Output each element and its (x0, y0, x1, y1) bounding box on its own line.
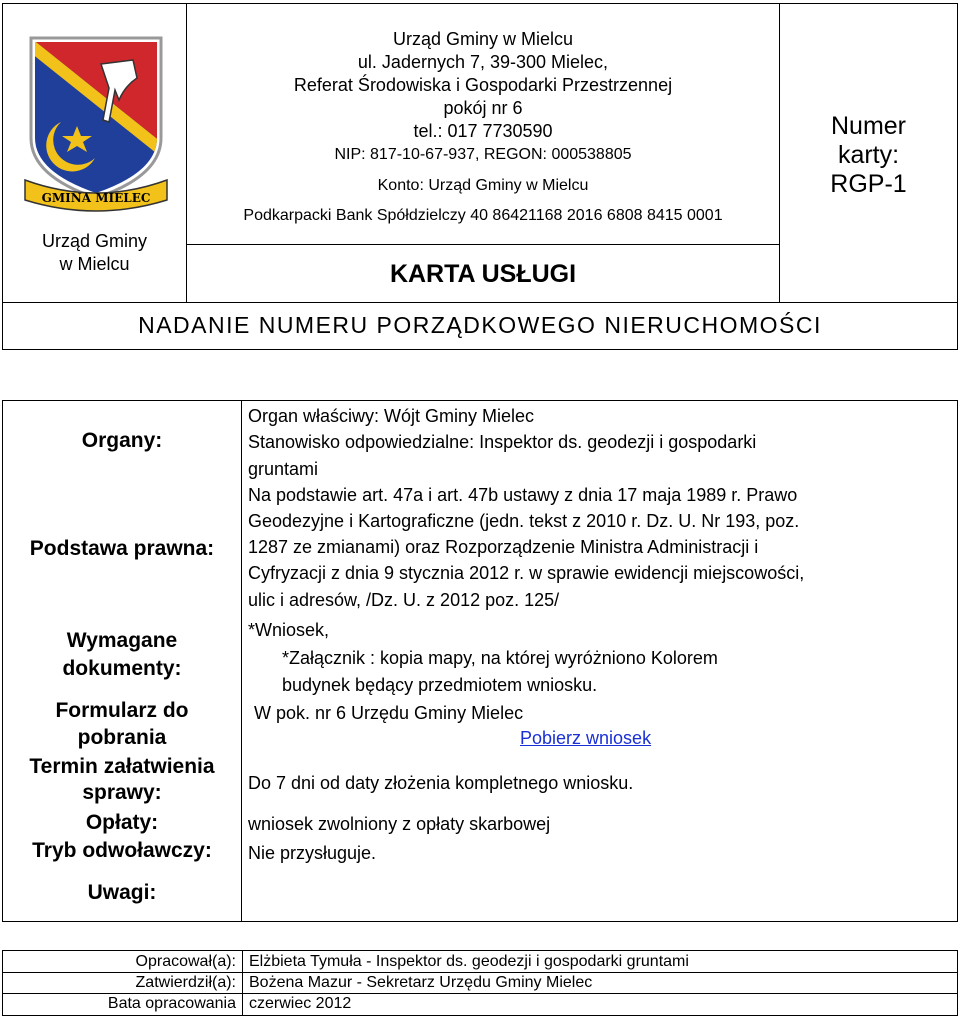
logo-caption-line1: Urząd Gminy (41, 231, 148, 251)
divider (187, 244, 779, 245)
wymagane-line: budynek będący przedmiotem wniosku. (282, 675, 598, 695)
label-termin-1: Termin załatwienia (29, 755, 215, 778)
card-number-value: RGP-1 (830, 170, 907, 198)
card-number-cell (779, 3, 958, 303)
labels-column (2, 400, 242, 922)
wymagane-line: *Załącznik : kopia mapy, na której wyróżniono Kolorem (282, 648, 718, 668)
label-wymagane-2: dokumenty: (62, 657, 182, 680)
address-cell (186, 3, 780, 303)
termin-text: Do 7 dni od daty złożenia kompletnego wniosku. (248, 773, 634, 793)
label-formularz-2: pobrania (77, 726, 167, 749)
address-line: ul. Jadernych 7, 39-300 Mielec, (357, 52, 609, 72)
address-line: Urząd Gminy w Mielcu (392, 29, 574, 49)
address-line: Referat Środowiska i Gospodarki Przestrzennej (293, 75, 673, 95)
address-line: tel.: 017 7730590 (413, 121, 553, 141)
logo-caption (3, 230, 186, 276)
wymagane-line: *Wniosek, (248, 620, 330, 640)
label-formularz-1: Formularz do (55, 699, 189, 722)
organy-line: Stanowisko odpowiedzialne: Inspektor ds. geodezji i gospodarki (248, 432, 757, 452)
label-tryb: Tryb odwoławczy: (32, 839, 212, 862)
card-number-label1: Numer (830, 112, 906, 140)
podstawa-line: Geodezyjne i Kartograficzne (jedn. tekst z 2010 r. Dz. U. Nr 193, poz. (248, 511, 800, 531)
card-number (780, 112, 957, 199)
card-number-label2: karty: (837, 141, 900, 169)
oplaty-text: wniosek zwolniony z opłaty skarbowej (248, 814, 551, 834)
organy-line: gruntami (248, 459, 319, 479)
crest-ribbon-text: GMINA MIELEC (41, 191, 151, 205)
footer-value: czerwiec 2012 (249, 995, 352, 1012)
logo-caption-line2: w Mielcu (59, 254, 130, 274)
podstawa-line: Cyfryzacji z dnia 9 stycznia 2012 r. w sprawie ewidencji miejscowości, (248, 563, 805, 583)
footer-row (3, 993, 959, 1015)
footer-row (3, 951, 959, 973)
bank-line: Podkarpacki Bank Spółdzielczy 40 86421168 2016 6808 8415 0001 (243, 207, 723, 224)
footer-label: Bata opracowania (107, 995, 236, 1012)
footer-label: Zatwierdził(a): (135, 974, 236, 991)
label-podstawa: Podstawa prawna: (29, 537, 215, 560)
service-title: NADANIE NUMERU PORZĄDKOWEGO NIERUCHOMOŚCI (138, 312, 822, 338)
footer-label: Opracował(a): (135, 953, 236, 970)
podstawa-line: ulic i adresów, /Dz. U. z 2012 poz. 125/ (248, 590, 560, 610)
tryb-text: Nie przysługuje. (248, 843, 377, 863)
formularz-text: W pok. nr 6 Urzędu Gminy Mielec (254, 703, 524, 723)
service-title-cell (2, 302, 958, 350)
address-line: pokój nr 6 (443, 98, 523, 118)
label-oplaty: Opłaty: (85, 811, 159, 834)
organy-line: Organ właściwy: Wójt Gminy Mielec (248, 406, 535, 426)
label-uwagi: Uwagi: (87, 881, 157, 904)
label-termin-2: sprawy: (82, 781, 162, 804)
gmina-crest-icon (21, 30, 171, 216)
footer-value: Elżbieta Tymuła - Inspektor ds. geodezji i gospodarki gruntami (249, 953, 689, 970)
label-wymagane-1: Wymagane (66, 629, 178, 652)
logo-cell (2, 3, 187, 303)
label-organy: Organy: (81, 429, 163, 452)
konto-line: Konto: Urząd Gminy w Mielcu (377, 177, 589, 194)
footer-value: Bożena Mazur - Sekretarz Urzędu Gminy Mielec (249, 974, 593, 991)
podstawa-line: 1287 ze zmianami) oraz Rozporządzenie Ministra Administracji i (248, 537, 759, 557)
footer-table (2, 950, 958, 1016)
footer-row (3, 972, 959, 994)
address-line: NIP: 817-10-67-937, REGON: 000538805 (334, 146, 632, 163)
podstawa-line: Na podstawie art. 47a i art. 47b ustawy z dnia 17 maja 1989 r. Prawo (248, 485, 798, 505)
karta-title: KARTA USŁUGI (389, 260, 577, 288)
download-form-link[interactable]: Pobierz wniosek (520, 728, 652, 748)
